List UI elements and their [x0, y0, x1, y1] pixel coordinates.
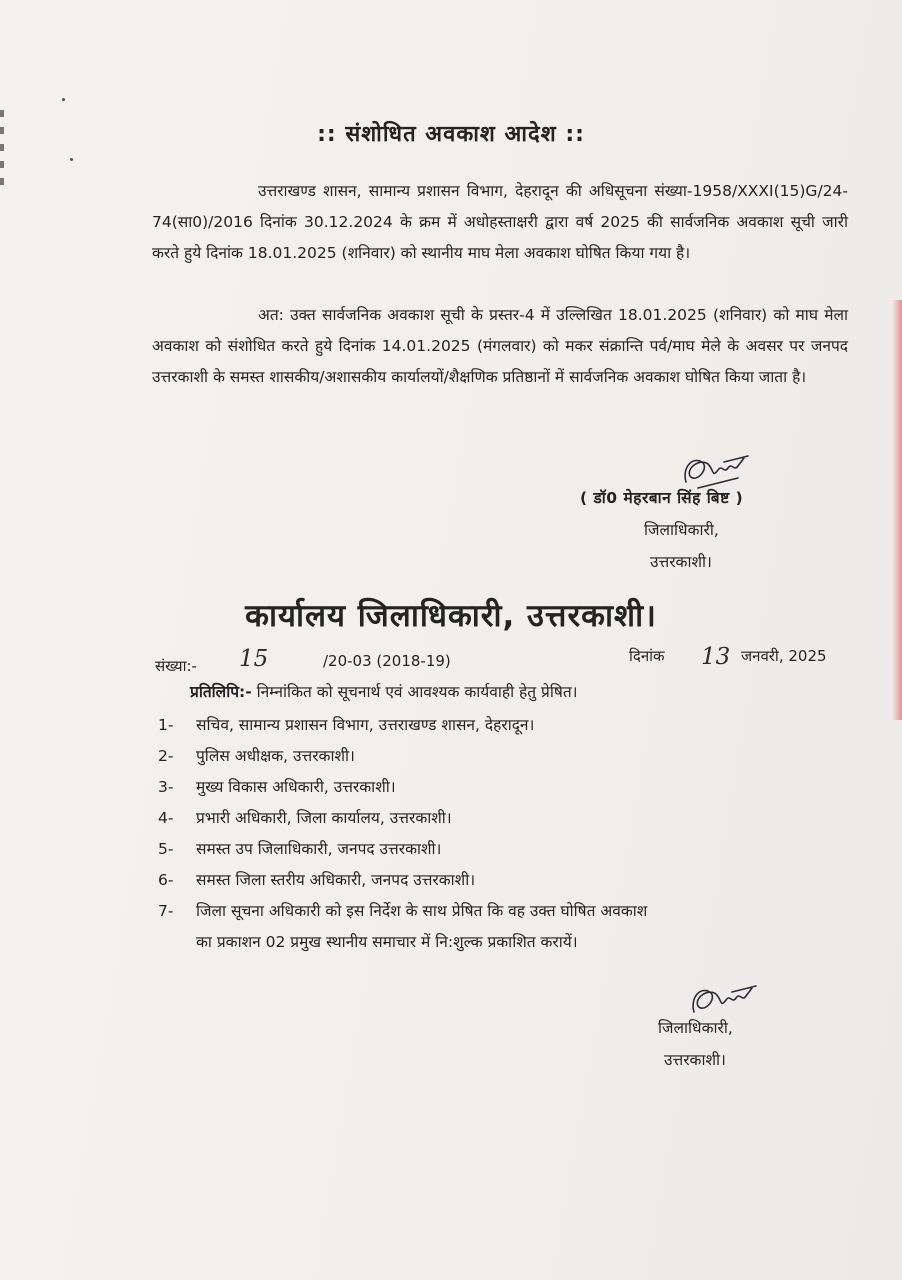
- list-item: [158, 772, 878, 803]
- list-text-continued: का प्रकाशन 02 प्रमुख स्थानीय समाचार में नि:शुल्क प्रकाशित करायें।: [196, 933, 578, 951]
- reference-suffix: /20-03 (2018-19): [323, 652, 451, 670]
- date-month-year: जनवरी, 2025: [741, 647, 827, 665]
- list-text: समस्त उप जिलाधिकारी, जनपद उत्तरकाशी।: [196, 840, 442, 858]
- list-item: [158, 834, 878, 865]
- office-heading: कार्यालय जिलाधिकारी, उत्तरकाशी।: [245, 598, 657, 634]
- list-number: 3-: [158, 778, 174, 796]
- list-text: प्रभारी अधिकारी, जिला कार्यालय, उत्तरकाशी।: [196, 809, 452, 827]
- list-text: पुलिस अधीक्षक, उत्तरकाशी।: [196, 747, 355, 765]
- reference-label: संख्या:-: [155, 657, 197, 675]
- reference-row: [155, 646, 855, 676]
- list-text: मुख्य विकास अधिकारी, उत्तरकाशी।: [196, 778, 396, 796]
- list-text: समस्त जिला स्तरीय अधिकारी, जनपद उत्तरकाशी।: [196, 871, 476, 889]
- list-item: [158, 710, 878, 741]
- footer-location: उत्तरकाशी।: [664, 1051, 726, 1069]
- footer-designation: जिलाधिकारी,: [658, 1019, 733, 1037]
- list-number: 7-: [158, 902, 174, 920]
- list-text: जिला सूचना अधिकारी को इस निर्देश के साथ प्रेषित कि वह उक्त घोषित अवकाश: [196, 902, 648, 920]
- reference-number: 15: [239, 646, 269, 672]
- scan-speck: [70, 158, 73, 161]
- list-number: 5-: [158, 840, 174, 858]
- copy-heading: [190, 680, 578, 702]
- list-item: [158, 896, 878, 958]
- order-paragraph-2: अत: उक्त सार्वजनिक अवकाश सूची के प्रस्तर-4 में उल्लिखित 18.01.2025 (शनिवार) को माघ मेला अवकाश को संशोधित करते हुये दिनांक 14.01.2025 (मंगलवार) को मकर संक्रान्ति पर्व/माघ मेले के अवसर पर जनपद उत्तरकाशी के समस्त शासकीय/अशासकीय कार्यालयों/शैक्षणिक प्रतिष्ठानों में सार्वजनिक अवकाश घोषित किया जाता है।: [152, 306, 848, 386]
- date-day: 13: [701, 644, 731, 670]
- recipient-list: [158, 710, 878, 958]
- list-number: 2-: [158, 747, 174, 765]
- copy-text: निम्नांकित को सूचनार्थ एवं आवश्यक कार्यवाही हेतु प्रेषित।: [256, 683, 578, 701]
- list-number: 1-: [158, 716, 174, 734]
- page-edge-shadow: [892, 300, 902, 720]
- signatory-location: उत्तरकाशी।: [650, 553, 712, 571]
- scan-speck: [62, 98, 65, 101]
- list-number: 4-: [158, 809, 174, 827]
- date-label: दिनांक: [629, 647, 665, 665]
- list-item: [158, 741, 878, 772]
- order-paragraph-1: उत्तराखण्ड शासन, सामान्य प्रशासन विभाग, देहरादून की अधिसूचना संख्या-1958/XXXI(15)G/24-74(सा0)/2016 दिनांक 30.12.2024 के क्रम में अधोहस्ताक्षरी द्वारा वर्ष 2025 की सार्वजनिक अवकाश सूची जारी करते हुये दिनांक 18.01.2025 (शनिवार) को स्थानीय माघ मेला अवकाश घोषित किया गया है।: [152, 182, 848, 262]
- list-item: [158, 803, 878, 834]
- signatory-name: ( डॉ0 मेहरबान सिंह बिष्ट ): [580, 489, 744, 507]
- signatory-designation: जिलाधिकारी,: [644, 521, 719, 539]
- order-title: :: संशोधित अवकाश आदेश ::: [317, 122, 585, 147]
- list-item: [158, 865, 878, 896]
- list-number: 6-: [158, 871, 174, 889]
- list-text: सचिव, सामान्य प्रशासन विभाग, उत्तराखण्ड शासन, देहरादून।: [196, 716, 535, 734]
- copy-label: प्रतिलिपि:-: [190, 683, 252, 701]
